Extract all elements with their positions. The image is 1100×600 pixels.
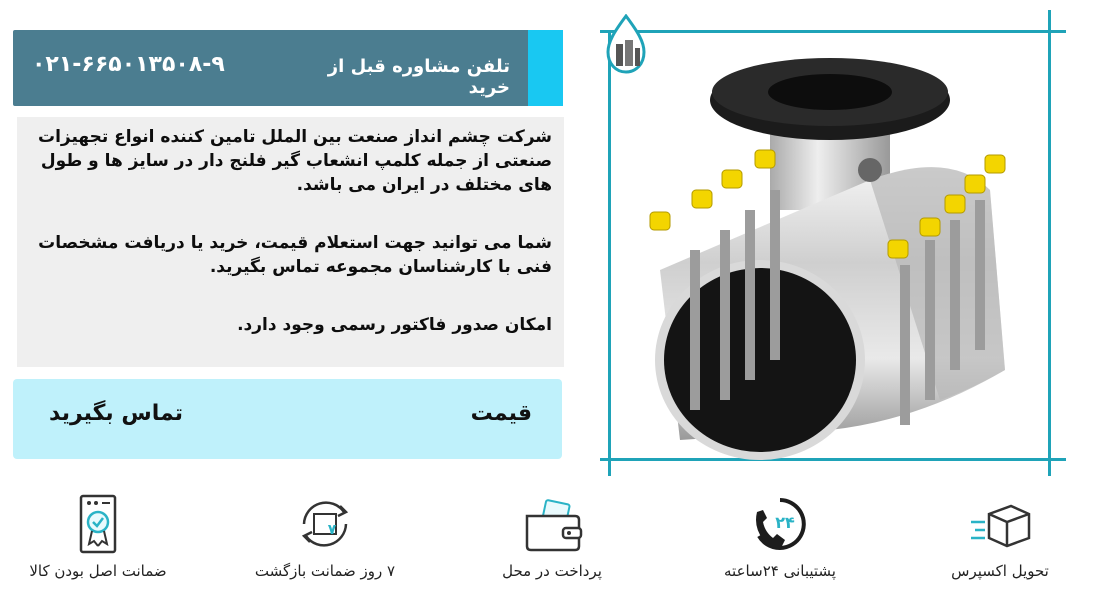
product-image (620, 40, 1050, 460)
frame-left-line (608, 30, 611, 476)
feature-return-guarantee (235, 490, 415, 590)
wallet-card-icon (519, 494, 585, 554)
feature-label: پرداخت در محل (502, 562, 602, 580)
certificate-badge-icon (65, 494, 131, 554)
phone-number[interactable]: ۰۲۱-۶۶۵۰۱۳۵۰۸-۹ (32, 52, 225, 77)
support-24h-phone-icon (747, 494, 813, 554)
feature-label: تحویل اکسپرس (951, 562, 1049, 580)
feature-express-delivery (910, 490, 1090, 590)
feature-label: پشتیبانی ۲۴ساعته (724, 562, 836, 580)
price-box (13, 379, 562, 459)
frame-top-line (600, 30, 1066, 33)
feature-label: ضمانت اصل بودن کالا (29, 562, 167, 580)
feature-cash-on-delivery (462, 490, 642, 590)
feature-authenticity-guarantee (8, 490, 188, 590)
description-paragraph: شرکت چشم انداز صنعت بین الملل تامین کننده انواع تجهیزات صنعتی از جمله کلمپ انشعاب گیر فلنج دار در سایز ها و طول های مختلف در ایران می باشد. (37, 127, 552, 195)
feature-label: ۷ روز ضمانت بازگشت (254, 562, 396, 580)
feature-support-24h (690, 490, 870, 590)
return-box-icon (292, 494, 358, 554)
express-delivery-box-icon (967, 494, 1033, 554)
description-paragraph: امکان صدور فاکتور رسمی وجود دارد. (237, 315, 552, 335)
description-paragraph: شما می توانید جهت استعلام قیمت، خرید یا دریافت مشخصات فنی با کارشناسان مجموعه تماس بگیرید. (38, 233, 552, 277)
price-label: قیمت (470, 401, 532, 426)
phone-label: تلفن مشاوره قبل از خرید (327, 56, 510, 98)
description-box (17, 117, 564, 367)
phone-banner-accent (528, 30, 563, 106)
svg-text:۲۴: ۲۴ (775, 513, 795, 532)
price-contact-link[interactable]: تماس بگیرید (49, 401, 183, 426)
svg-text:۷: ۷ (327, 522, 337, 538)
